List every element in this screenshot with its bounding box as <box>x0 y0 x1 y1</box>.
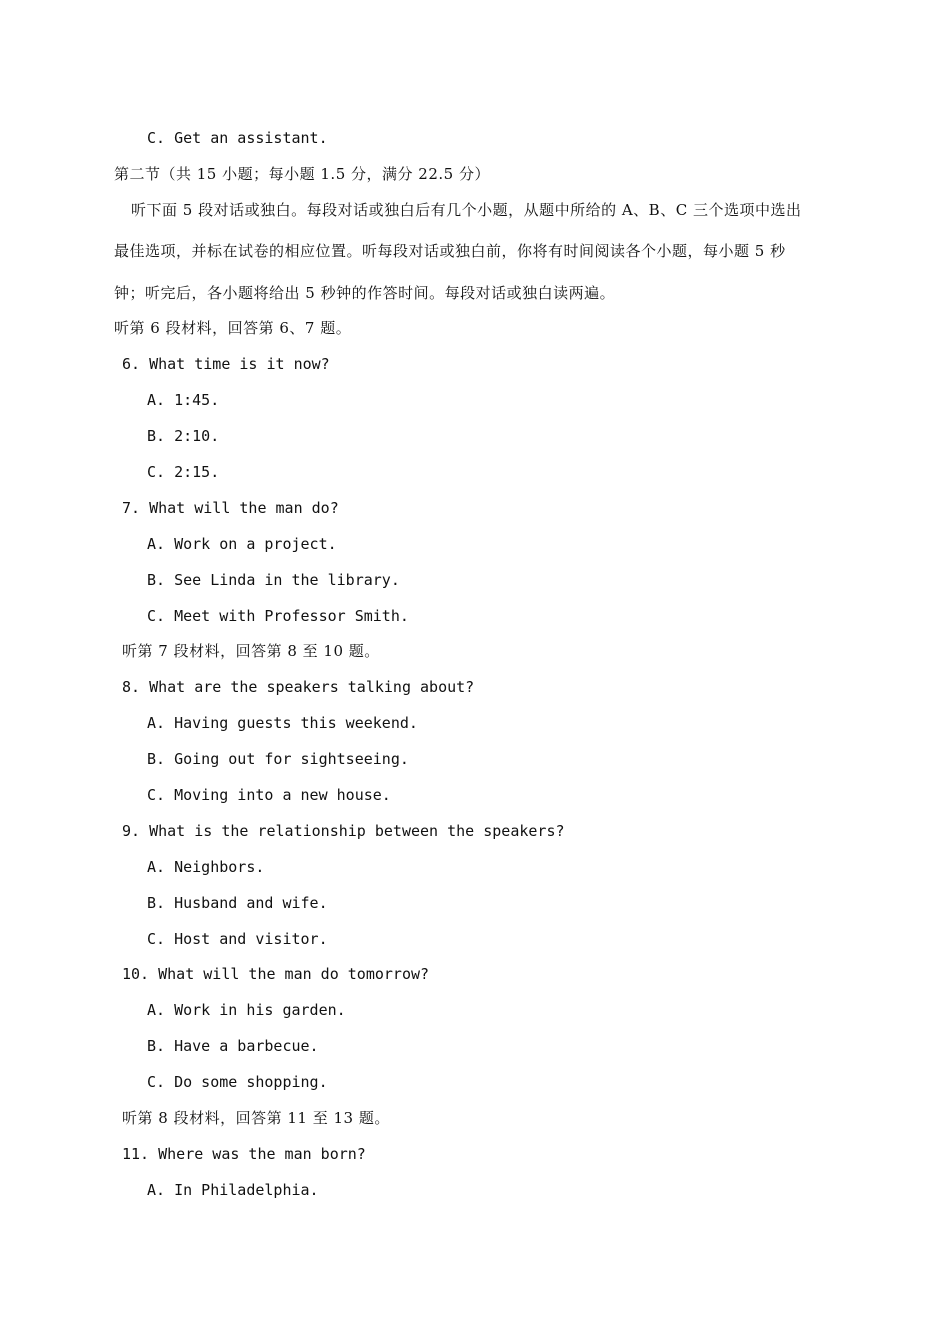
question-9-option-b: B. Husband and wife. <box>147 894 328 912</box>
passage-header-7: 听第 7 段材料，回答第 8 至 10 题。 <box>122 642 380 660</box>
question-10-option-a: A. Work in his garden. <box>147 1001 346 1019</box>
question-8-option-a: A. Having guests this weekend. <box>147 714 418 732</box>
question-7: 7. What will the man do? <box>122 499 339 517</box>
question-6: 6. What time is it now? <box>122 355 330 373</box>
question-6-option-c: C. 2:15. <box>147 463 220 481</box>
question-10-option-b: B. Have a barbecue. <box>147 1037 319 1055</box>
instruction-line-2: 最佳选项，并标在试卷的相应位置。听每段对话或独白前，你将有时间阅读各个小题，每小题 5 秒 <box>114 242 786 260</box>
passage-header-6: 听第 6 段材料，回答第 6、7 题。 <box>114 319 352 337</box>
question-10: 10. What will the man do tomorrow? <box>122 965 430 983</box>
question-8-option-b: B. Going out for sightseeing. <box>147 750 409 768</box>
question-7-option-b: B. See Linda in the library. <box>147 571 400 589</box>
question-6-option-b: B. 2:10. <box>147 427 220 445</box>
question-9: 9. What is the relationship between the speakers? <box>122 822 565 840</box>
question-6-option-a: A. 1:45. <box>147 391 220 409</box>
question-11: 11. Where was the man born? <box>122 1145 366 1163</box>
passage-header-8: 听第 8 段材料，回答第 11 至 13 题。 <box>122 1109 390 1127</box>
question-11-option-a: A. In Philadelphia. <box>147 1181 319 1199</box>
question-7-option-c: C. Meet with Professor Smith. <box>147 607 409 625</box>
instruction-line-3: 钟；听完后，各小题将给出 5 秒钟的作答时间。每段对话或独白读两遍。 <box>114 284 616 302</box>
question-8-option-c: C. Moving into a new house. <box>147 786 391 804</box>
question-7-option-a: A. Work on a project. <box>147 535 337 553</box>
question-9-option-c: C. Host and visitor. <box>147 930 328 948</box>
section-heading: 第二节（共 15 小题；每小题 1.5 分，满分 22.5 分） <box>114 165 490 183</box>
question-8: 8. What are the speakers talking about? <box>122 678 475 696</box>
option-prev-c: C. Get an assistant. <box>147 129 328 147</box>
instruction-line-1: 听下面 5 段对话或独白。每段对话或独白后有几个小题，从题中所给的 A、B、C 三个选项中选出 <box>131 201 802 219</box>
question-10-option-c: C. Do some shopping. <box>147 1073 328 1091</box>
question-9-option-a: A. Neighbors. <box>147 858 265 876</box>
